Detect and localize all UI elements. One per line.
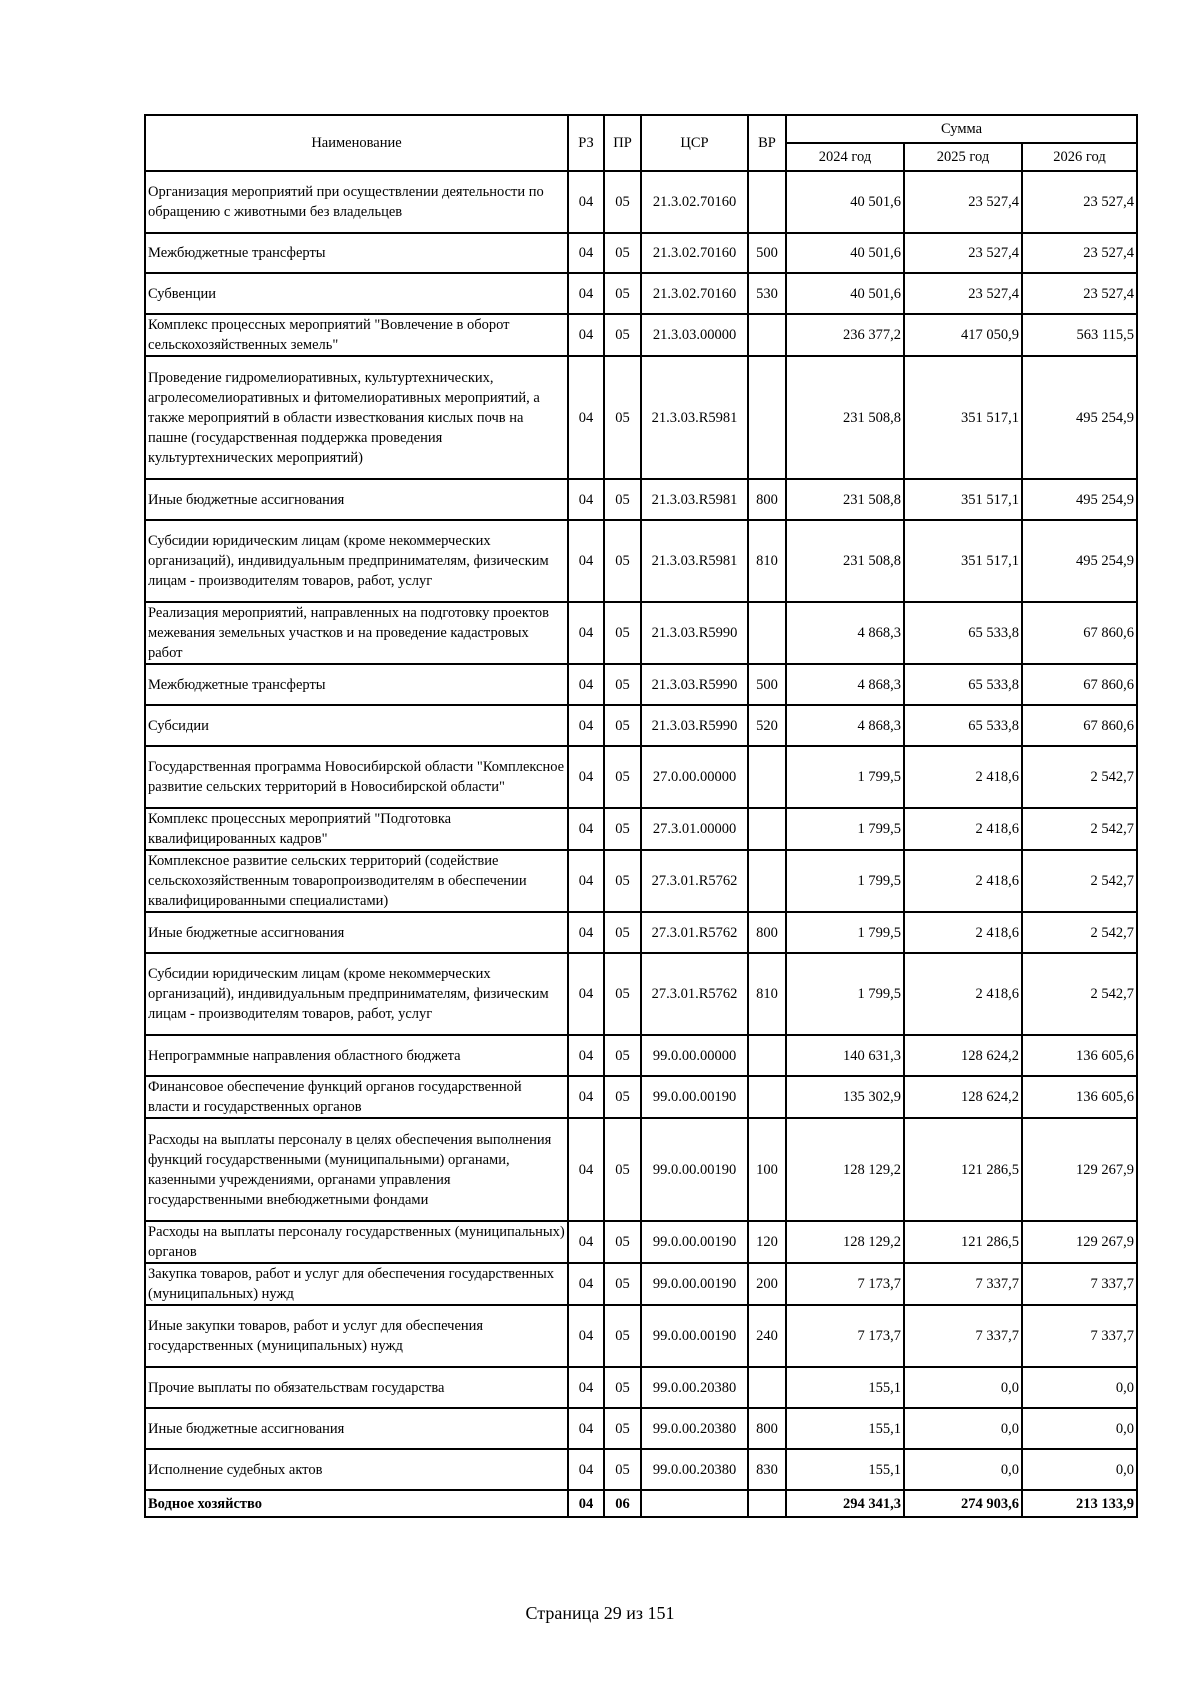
row-sum-2024: 1 799,5 — [786, 808, 904, 850]
row-sum-2024: 231 508,8 — [786, 479, 904, 520]
table-body — [145, 171, 1137, 1517]
row-sum-2025: 128 624,2 — [904, 1035, 1022, 1076]
row-sum-2024: 140 631,3 — [786, 1035, 904, 1076]
row-csr: 27.3.01.R5762 — [641, 912, 748, 953]
row-name: Реализация мероприятий, направленных на подготовку проектов межевания земельных участков и на проведение кадастровых работ — [145, 602, 568, 664]
row-vr — [748, 1490, 786, 1517]
row-rz: 04 — [568, 953, 604, 1035]
table-row — [145, 912, 1137, 953]
row-csr: 99.0.00.00190 — [641, 1118, 748, 1221]
row-vr: 810 — [748, 520, 786, 602]
table-row — [145, 602, 1137, 664]
row-name: Организация мероприятий при осуществлении деятельности по обращению с животными без владельцев — [145, 171, 568, 233]
row-sum-2026: 2 542,7 — [1022, 953, 1137, 1035]
header-sum: Сумма — [786, 115, 1137, 143]
row-name: Непрограммные направления областного бюджета — [145, 1035, 568, 1076]
row-sum-2025: 0,0 — [904, 1408, 1022, 1449]
row-rz: 04 — [568, 233, 604, 273]
row-pr: 05 — [604, 273, 641, 314]
row-vr: 200 — [748, 1263, 786, 1305]
row-csr: 21.3.03.R5981 — [641, 356, 748, 479]
row-csr: 21.3.03.R5990 — [641, 602, 748, 664]
row-sum-2026: 136 605,6 — [1022, 1076, 1137, 1118]
row-sum-2026: 213 133,9 — [1022, 1490, 1137, 1517]
row-pr: 05 — [604, 520, 641, 602]
row-pr: 05 — [604, 1408, 641, 1449]
row-pr: 05 — [604, 746, 641, 808]
row-sum-2026: 2 542,7 — [1022, 808, 1137, 850]
row-rz: 04 — [568, 314, 604, 356]
row-sum-2025: 128 624,2 — [904, 1076, 1022, 1118]
row-rz: 04 — [568, 1118, 604, 1221]
row-name: Прочие выплаты по обязательствам государства — [145, 1367, 568, 1408]
row-sum-2024: 236 377,2 — [786, 314, 904, 356]
row-sum-2026: 0,0 — [1022, 1367, 1137, 1408]
row-name: Комплексное развитие сельских территорий (содействие сельскохозяйственным товаропроизводителям в обеспечении квалифицированными специалистами) — [145, 850, 568, 912]
row-csr: 99.0.00.20380 — [641, 1408, 748, 1449]
row-sum-2026: 136 605,6 — [1022, 1035, 1137, 1076]
row-vr — [748, 314, 786, 356]
row-name: Иные бюджетные ассигнования — [145, 1408, 568, 1449]
row-csr: 21.3.03.R5981 — [641, 479, 748, 520]
row-pr: 05 — [604, 1035, 641, 1076]
row-name: Финансовое обеспечение функций органов государственной власти и государственных органов — [145, 1076, 568, 1118]
row-pr: 05 — [604, 1449, 641, 1490]
header-year-2025: 2025 год — [904, 143, 1022, 171]
row-csr: 99.0.00.00190 — [641, 1076, 748, 1118]
row-rz: 04 — [568, 1076, 604, 1118]
row-csr: 99.0.00.00190 — [641, 1263, 748, 1305]
row-vr — [748, 356, 786, 479]
row-csr: 99.0.00.00190 — [641, 1221, 748, 1263]
row-vr — [748, 1367, 786, 1408]
table-row — [145, 233, 1137, 273]
header-year-2026: 2026 год — [1022, 143, 1137, 171]
row-pr: 05 — [604, 356, 641, 479]
table-row — [145, 850, 1137, 912]
row-csr: 21.3.03.R5990 — [641, 664, 748, 705]
row-sum-2024: 7 173,7 — [786, 1305, 904, 1367]
row-name: Иные бюджетные ассигнования — [145, 479, 568, 520]
row-pr: 05 — [604, 808, 641, 850]
row-vr: 800 — [748, 479, 786, 520]
row-sum-2024: 155,1 — [786, 1367, 904, 1408]
table-row — [145, 273, 1137, 314]
row-sum-2026: 0,0 — [1022, 1449, 1137, 1490]
row-vr — [748, 1076, 786, 1118]
header-pr: ПР — [604, 115, 641, 171]
row-csr: 21.3.03.00000 — [641, 314, 748, 356]
row-sum-2025: 7 337,7 — [904, 1305, 1022, 1367]
row-sum-2024: 40 501,6 — [786, 171, 904, 233]
row-rz: 04 — [568, 273, 604, 314]
row-sum-2025: 417 050,9 — [904, 314, 1022, 356]
row-pr: 06 — [604, 1490, 641, 1517]
table-row — [145, 808, 1137, 850]
row-csr: 99.0.00.20380 — [641, 1367, 748, 1408]
row-sum-2026: 7 337,7 — [1022, 1263, 1137, 1305]
row-csr — [641, 1490, 748, 1517]
row-sum-2024: 294 341,3 — [786, 1490, 904, 1517]
row-name: Исполнение судебных актов — [145, 1449, 568, 1490]
row-sum-2024: 231 508,8 — [786, 356, 904, 479]
row-rz: 04 — [568, 912, 604, 953]
row-csr: 21.3.02.70160 — [641, 171, 748, 233]
row-csr: 99.0.00.20380 — [641, 1449, 748, 1490]
row-sum-2026: 129 267,9 — [1022, 1118, 1137, 1221]
table-row — [145, 356, 1137, 479]
table-row — [145, 1449, 1137, 1490]
header-year-2024: 2024 год — [786, 143, 904, 171]
budget-table — [144, 114, 1138, 1518]
row-rz: 04 — [568, 602, 604, 664]
row-sum-2024: 1 799,5 — [786, 746, 904, 808]
row-pr: 05 — [604, 314, 641, 356]
table-row — [145, 1221, 1137, 1263]
table-row — [145, 1263, 1137, 1305]
row-csr: 21.3.02.70160 — [641, 273, 748, 314]
row-vr: 810 — [748, 953, 786, 1035]
row-rz: 04 — [568, 850, 604, 912]
row-vr: 500 — [748, 664, 786, 705]
row-name: Комплекс процессных мероприятий "Подготовка квалифицированных кадров" — [145, 808, 568, 850]
row-sum-2025: 121 286,5 — [904, 1221, 1022, 1263]
row-sum-2025: 2 418,6 — [904, 850, 1022, 912]
row-rz: 04 — [568, 171, 604, 233]
row-pr: 05 — [604, 912, 641, 953]
row-sum-2026: 495 254,9 — [1022, 479, 1137, 520]
row-sum-2024: 155,1 — [786, 1408, 904, 1449]
row-sum-2025: 274 903,6 — [904, 1490, 1022, 1517]
row-name: Субвенции — [145, 273, 568, 314]
row-sum-2026: 23 527,4 — [1022, 171, 1137, 233]
row-sum-2026: 23 527,4 — [1022, 233, 1137, 273]
row-sum-2025: 23 527,4 — [904, 171, 1022, 233]
row-pr: 05 — [604, 1305, 641, 1367]
row-csr: 21.3.03.R5981 — [641, 520, 748, 602]
row-pr: 05 — [604, 705, 641, 746]
row-sum-2026: 67 860,6 — [1022, 664, 1137, 705]
row-vr: 240 — [748, 1305, 786, 1367]
row-sum-2026: 2 542,7 — [1022, 746, 1137, 808]
row-rz: 04 — [568, 808, 604, 850]
row-rz: 04 — [568, 1490, 604, 1517]
row-sum-2026: 0,0 — [1022, 1408, 1137, 1449]
row-name: Расходы на выплаты персоналу в целях обеспечения выполнения функций государственными (муниципальными) органами, казенными учреждениями, органами управления государственными внебюджетными фондами — [145, 1118, 568, 1221]
row-sum-2024: 7 173,7 — [786, 1263, 904, 1305]
row-vr: 530 — [748, 273, 786, 314]
row-sum-2026: 129 267,9 — [1022, 1221, 1137, 1263]
row-csr: 27.3.01.R5762 — [641, 850, 748, 912]
row-sum-2026: 495 254,9 — [1022, 356, 1137, 479]
row-csr: 27.0.00.00000 — [641, 746, 748, 808]
table-row — [145, 171, 1137, 233]
row-sum-2026: 495 254,9 — [1022, 520, 1137, 602]
row-sum-2025: 2 418,6 — [904, 912, 1022, 953]
row-vr — [748, 746, 786, 808]
table-row — [145, 1408, 1137, 1449]
row-pr: 05 — [604, 171, 641, 233]
row-rz: 04 — [568, 1221, 604, 1263]
row-sum-2024: 231 508,8 — [786, 520, 904, 602]
row-sum-2025: 351 517,1 — [904, 356, 1022, 479]
row-name: Комплекс процессных мероприятий "Вовлечение в оборот сельскохозяйственных земель" — [145, 314, 568, 356]
row-rz: 04 — [568, 1035, 604, 1076]
row-pr: 05 — [604, 850, 641, 912]
row-pr: 05 — [604, 1367, 641, 1408]
table-row — [145, 479, 1137, 520]
table-row — [145, 1118, 1137, 1221]
row-rz: 04 — [568, 520, 604, 602]
row-rz: 04 — [568, 1408, 604, 1449]
header-name: Наименование — [145, 115, 568, 171]
row-pr: 05 — [604, 664, 641, 705]
row-csr: 21.3.02.70160 — [641, 233, 748, 273]
row-rz: 04 — [568, 479, 604, 520]
row-rz: 04 — [568, 1263, 604, 1305]
row-name: Водное хозяйство — [145, 1490, 568, 1517]
row-sum-2025: 65 533,8 — [904, 602, 1022, 664]
row-vr: 800 — [748, 912, 786, 953]
row-sum-2025: 2 418,6 — [904, 746, 1022, 808]
row-sum-2024: 135 302,9 — [786, 1076, 904, 1118]
row-pr: 05 — [604, 1076, 641, 1118]
row-vr: 500 — [748, 233, 786, 273]
row-sum-2025: 65 533,8 — [904, 705, 1022, 746]
row-name: Межбюджетные трансферты — [145, 233, 568, 273]
table-row — [145, 1076, 1137, 1118]
row-csr: 21.3.03.R5990 — [641, 705, 748, 746]
row-rz: 04 — [568, 356, 604, 479]
row-sum-2025: 0,0 — [904, 1367, 1022, 1408]
row-sum-2024: 4 868,3 — [786, 705, 904, 746]
row-name: Субсидии юридическим лицам (кроме некоммерческих организаций), индивидуальным предпринимателям, физическим лицам - производителям товаров, работ, услуг — [145, 953, 568, 1035]
row-csr: 27.3.01.R5762 — [641, 953, 748, 1035]
row-name: Проведение гидромелиоративных, культуртехнических, агролесомелиоративных и фитомелиоративных мероприятий, а также мероприятий в области известкования кислых почв на пашне (государственная поддержка проведения культуртехнических мероприятий) — [145, 356, 568, 479]
table-row — [145, 664, 1137, 705]
table-row — [145, 1305, 1137, 1367]
page-number: Страница 29 из 151 — [525, 1603, 675, 1623]
row-rz: 04 — [568, 664, 604, 705]
header-csr: ЦСР — [641, 115, 748, 171]
row-vr: 520 — [748, 705, 786, 746]
row-pr: 05 — [604, 1118, 641, 1221]
table-row — [145, 1367, 1137, 1408]
table-row — [145, 520, 1137, 602]
row-rz: 04 — [568, 1367, 604, 1408]
row-sum-2025: 65 533,8 — [904, 664, 1022, 705]
row-pr: 05 — [604, 479, 641, 520]
row-sum-2026: 2 542,7 — [1022, 850, 1137, 912]
row-sum-2025: 0,0 — [904, 1449, 1022, 1490]
table-row — [145, 1035, 1137, 1076]
table-row — [145, 746, 1137, 808]
row-sum-2025: 351 517,1 — [904, 520, 1022, 602]
row-vr — [748, 171, 786, 233]
row-sum-2025: 121 286,5 — [904, 1118, 1022, 1221]
header-rz: РЗ — [568, 115, 604, 171]
row-sum-2024: 40 501,6 — [786, 233, 904, 273]
row-sum-2025: 351 517,1 — [904, 479, 1022, 520]
row-name: Государственная программа Новосибирской области "Комплексное развитие сельских территорий в Новосибирской области" — [145, 746, 568, 808]
table-row — [145, 953, 1137, 1035]
row-vr — [748, 1035, 786, 1076]
row-name: Межбюджетные трансферты — [145, 664, 568, 705]
row-sum-2025: 23 527,4 — [904, 233, 1022, 273]
row-sum-2026: 23 527,4 — [1022, 273, 1137, 314]
row-rz: 04 — [568, 746, 604, 808]
row-name: Закупка товаров, работ и услуг для обеспечения государственных (муниципальных) нужд — [145, 1263, 568, 1305]
row-sum-2024: 155,1 — [786, 1449, 904, 1490]
row-name: Иные бюджетные ассигнования — [145, 912, 568, 953]
row-sum-2026: 67 860,6 — [1022, 705, 1137, 746]
row-csr: 27.3.01.00000 — [641, 808, 748, 850]
row-rz: 04 — [568, 1305, 604, 1367]
row-name: Субсидии юридическим лицам (кроме некоммерческих организаций), индивидуальным предпринимателям, физическим лицам - производителям товаров, работ, услуг — [145, 520, 568, 602]
row-sum-2024: 1 799,5 — [786, 850, 904, 912]
table-row — [145, 314, 1137, 356]
row-sum-2026: 2 542,7 — [1022, 912, 1137, 953]
row-name: Иные закупки товаров, работ и услуг для обеспечения государственных (муниципальных) нужд — [145, 1305, 568, 1367]
row-name: Субсидии — [145, 705, 568, 746]
row-sum-2026: 67 860,6 — [1022, 602, 1137, 664]
row-pr: 05 — [604, 953, 641, 1035]
row-vr — [748, 602, 786, 664]
row-sum-2024: 40 501,6 — [786, 273, 904, 314]
row-pr: 05 — [604, 233, 641, 273]
row-sum-2024: 1 799,5 — [786, 912, 904, 953]
row-sum-2025: 23 527,4 — [904, 273, 1022, 314]
row-sum-2024: 128 129,2 — [786, 1118, 904, 1221]
row-vr: 120 — [748, 1221, 786, 1263]
table-row — [145, 1490, 1137, 1517]
row-vr: 830 — [748, 1449, 786, 1490]
row-pr: 05 — [604, 602, 641, 664]
row-sum-2026: 7 337,7 — [1022, 1305, 1137, 1367]
row-csr: 99.0.00.00000 — [641, 1035, 748, 1076]
row-rz: 04 — [568, 1449, 604, 1490]
row-pr: 05 — [604, 1221, 641, 1263]
row-vr: 800 — [748, 1408, 786, 1449]
row-sum-2024: 4 868,3 — [786, 602, 904, 664]
row-sum-2024: 128 129,2 — [786, 1221, 904, 1263]
row-sum-2024: 4 868,3 — [786, 664, 904, 705]
table-row — [145, 705, 1137, 746]
table-header — [145, 115, 1137, 171]
row-sum-2026: 563 115,5 — [1022, 314, 1137, 356]
row-name: Расходы на выплаты персоналу государственных (муниципальных) органов — [145, 1221, 568, 1263]
row-vr — [748, 808, 786, 850]
row-sum-2025: 2 418,6 — [904, 953, 1022, 1035]
row-sum-2025: 7 337,7 — [904, 1263, 1022, 1305]
row-csr: 99.0.00.00190 — [641, 1305, 748, 1367]
row-pr: 05 — [604, 1263, 641, 1305]
row-vr — [748, 850, 786, 912]
row-rz: 04 — [568, 705, 604, 746]
row-vr: 100 — [748, 1118, 786, 1221]
row-sum-2025: 2 418,6 — [904, 808, 1022, 850]
header-vr: ВР — [748, 115, 786, 171]
row-sum-2024: 1 799,5 — [786, 953, 904, 1035]
